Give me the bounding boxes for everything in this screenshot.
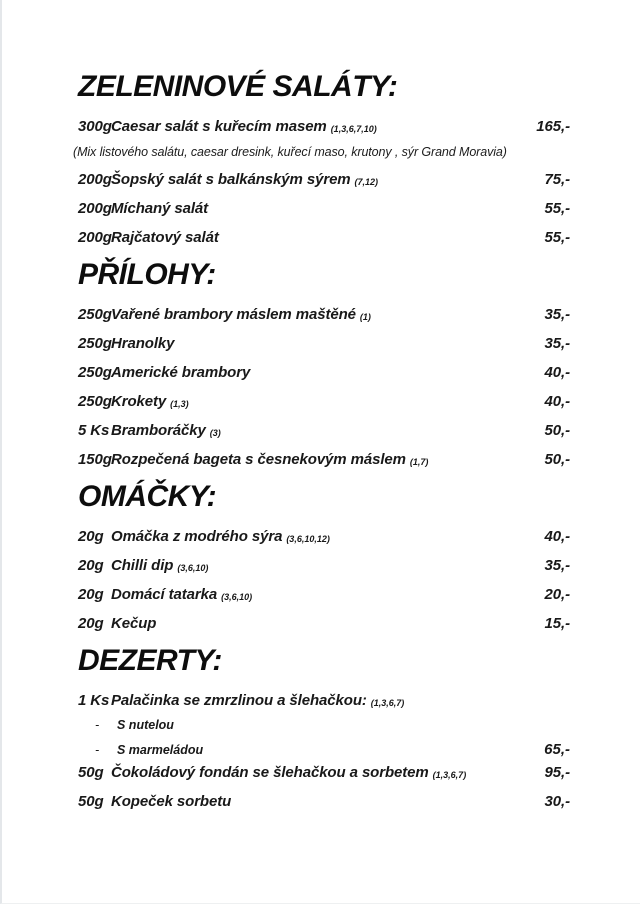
item-price: 50,- — [544, 422, 570, 439]
item-allergens: (3,6,10) — [221, 592, 253, 602]
menu-item-row — [78, 335, 570, 353]
item-quantity: 20g — [78, 586, 104, 603]
item-quantity: 300g — [78, 118, 112, 135]
item-name: Americké brambory — [111, 364, 251, 381]
item-quantity: 20g — [78, 615, 104, 632]
item-name: Chilli dip — [111, 557, 174, 574]
menu-item-row — [78, 200, 570, 218]
bullet-dash: - — [95, 718, 100, 732]
item-price: 40,- — [544, 393, 570, 410]
section-vegetable-salads — [73, 70, 570, 247]
item-name: Kopeček sorbetu — [111, 793, 232, 810]
item-name: Rozpečená bageta s česnekovým máslem — [111, 451, 406, 468]
item-allergens: (1,3,6,7) — [432, 770, 467, 780]
item-price: 15,- — [544, 615, 570, 632]
section-desserts — [78, 644, 570, 811]
item-quantity: 250g — [78, 364, 112, 381]
menu-item-row — [78, 451, 570, 469]
menu-item-row — [78, 586, 570, 604]
menu-item-row — [78, 364, 570, 382]
menu-item-row — [78, 615, 570, 633]
menu-item-row — [78, 764, 570, 782]
menu-item-row — [78, 557, 570, 575]
item-quantity: 1 Ks — [78, 692, 110, 709]
section-sauces — [78, 480, 570, 633]
variant-label: S marmeládou — [117, 743, 204, 757]
item-allergens: (3) — [209, 428, 221, 438]
item-quantity: 250g — [78, 335, 112, 352]
item-quantity: 250g — [78, 393, 112, 410]
menu-item-row — [78, 422, 570, 440]
item-price: 30,- — [544, 793, 570, 810]
item-price: 165,- — [536, 118, 570, 135]
section-title: OMÁČKY: — [78, 480, 217, 513]
variant-row — [78, 741, 570, 756]
item-price: 40,- — [544, 364, 570, 381]
section-title: DEZERTY: — [78, 644, 222, 677]
item-name: Omáčka z modrého sýra — [111, 528, 283, 545]
item-description-note: (Mix listového salátu, caesar dresink, kuřecí maso, krutony , sýr Grand Moravia) — [73, 145, 507, 159]
item-name: Bramboráčky — [111, 422, 206, 439]
item-price: 35,- — [544, 335, 570, 352]
variant-label: S nutelou — [117, 718, 174, 732]
item-allergens: (3,6,10) — [177, 563, 209, 573]
item-name: Rajčatový salát — [111, 229, 219, 246]
item-price: 55,- — [544, 229, 570, 246]
item-price: 35,- — [544, 557, 570, 574]
item-name: Caesar salát s kuřecím masem — [111, 118, 327, 135]
item-name: Palačinka se zmrzlinou a šlehačkou: — [111, 692, 367, 709]
item-name: Domácí tatarka — [111, 586, 218, 603]
item-name: Šopský salát s balkánským sýrem — [111, 171, 351, 188]
menu-item-row — [78, 793, 570, 811]
section-title: PŘÍLOHY: — [78, 258, 216, 291]
menu-item-row — [78, 229, 570, 247]
item-name: Krokety — [111, 393, 167, 410]
item-price: 40,- — [544, 528, 570, 545]
item-price: 75,- — [544, 171, 570, 188]
item-price: 35,- — [544, 306, 570, 323]
item-name: Vařené brambory máslem maštěné — [111, 306, 356, 323]
menu-item-row — [78, 118, 570, 136]
item-name: Hranolky — [111, 335, 175, 352]
item-quantity: 150g — [78, 451, 112, 468]
item-quantity: 200g — [78, 229, 112, 246]
menu-item-row — [78, 393, 570, 411]
item-name: Míchaný salát — [111, 200, 209, 217]
section-title: ZELENINOVÉ SALÁTY: — [78, 70, 398, 103]
item-quantity: 50g — [78, 764, 104, 781]
item-allergens: (1,3,6,7) — [370, 698, 405, 708]
item-quantity: 20g — [78, 557, 104, 574]
item-price: 55,- — [544, 200, 570, 217]
item-variants — [78, 718, 570, 756]
item-quantity: 20g — [78, 528, 104, 545]
item-name: Kečup — [111, 615, 157, 632]
item-price: 50,- — [544, 451, 570, 468]
item-allergens: (3,6,10,12) — [286, 534, 330, 544]
menu-item-row — [78, 171, 570, 189]
item-allergens: (1,3) — [170, 399, 189, 409]
variant-row — [78, 718, 570, 733]
item-quantity: 250g — [78, 306, 112, 323]
item-allergens: (1,7) — [409, 457, 429, 467]
menu-item-row — [78, 306, 570, 324]
section-side-dishes — [78, 258, 570, 469]
item-quantity: 5 Ks — [78, 422, 110, 439]
menu-item-row — [78, 692, 570, 710]
variant-price: 65,- — [544, 741, 570, 758]
item-price: 20,- — [544, 586, 570, 603]
item-allergens: (1,3,6,7,10) — [330, 124, 377, 134]
bullet-dash: - — [95, 743, 100, 757]
item-name: Čokoládový fondán se šlehačkou a sorbetem — [111, 764, 429, 781]
item-quantity: 200g — [78, 200, 112, 217]
item-price: 95,- — [544, 764, 570, 781]
item-quantity: 50g — [78, 793, 104, 810]
item-allergens: (7,12) — [354, 177, 379, 187]
item-allergens: (1) — [359, 312, 371, 322]
item-quantity: 200g — [78, 171, 112, 188]
menu-item-row — [78, 528, 570, 546]
